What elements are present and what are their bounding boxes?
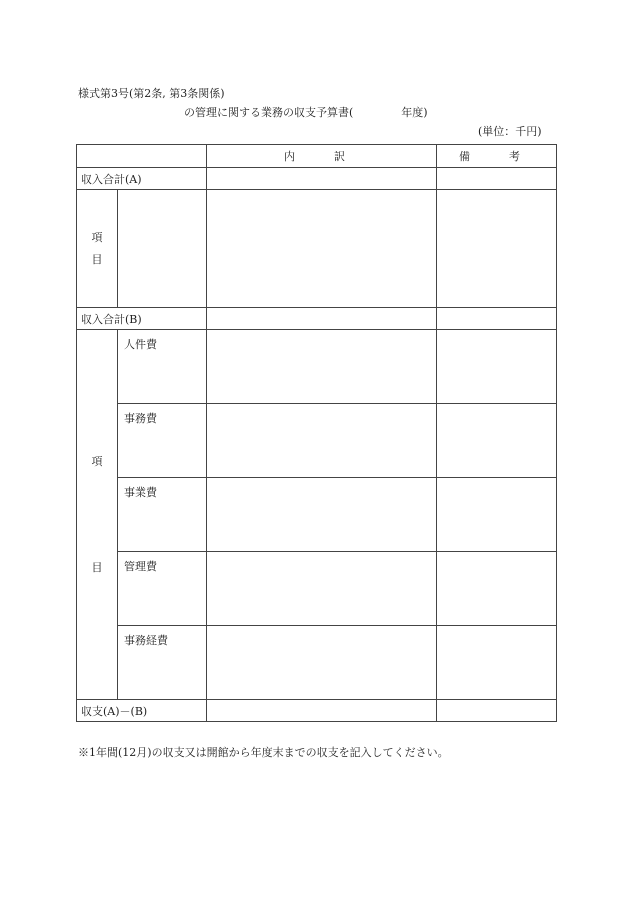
expense-item-management: 管理費 [118, 552, 207, 626]
expense-item-row [77, 626, 557, 700]
col-header-remarks: 備 考 [437, 145, 557, 168]
expense-total-row [77, 308, 557, 330]
header-blank [77, 145, 207, 168]
expense-item-personnel: 人件費 [118, 330, 207, 404]
income-items-row [77, 190, 557, 308]
expense-personnel-remarks[interactable] [437, 330, 557, 404]
title-prefix: の管理に関する業務の収支予算書( [184, 106, 354, 119]
unit-label: (単位：千円) [478, 125, 542, 138]
expense-item-row [77, 330, 557, 404]
expense-management-remarks[interactable] [437, 552, 557, 626]
form-reference: 様式第3号(第2条, 第3条関係) [78, 87, 225, 100]
document-title [184, 104, 428, 120]
income-total-label: 収入合計(A) [77, 168, 207, 190]
income-item-name[interactable] [118, 190, 207, 308]
expense-office-remarks[interactable] [437, 404, 557, 478]
col-header-breakdown: 内 訳 [207, 145, 437, 168]
balance-remarks[interactable] [437, 700, 557, 722]
balance-row [77, 700, 557, 722]
expense-item-project: 事業費 [118, 478, 207, 552]
income-item-char-1: 項 [91, 230, 103, 244]
footnote: ※1年間(12月)の収支又は開館から年度末までの収支を記入してください。 [78, 746, 449, 759]
expense-total-remarks[interactable] [437, 308, 557, 330]
expense-project-remarks[interactable] [437, 478, 557, 552]
expense-office-costs-remarks[interactable] [437, 626, 557, 700]
expense-total-breakdown[interactable] [207, 308, 437, 330]
expense-item-office: 事務費 [118, 404, 207, 478]
expense-personnel-breakdown[interactable] [207, 330, 437, 404]
balance-breakdown[interactable] [207, 700, 437, 722]
expense-office-costs-breakdown[interactable] [207, 626, 437, 700]
expense-item-spacer [77, 473, 117, 557]
expense-total-label: 収入合計(B) [77, 308, 207, 330]
budget-table [76, 144, 557, 722]
header-row [77, 145, 557, 168]
expense-item-row [77, 478, 557, 552]
income-total-breakdown[interactable] [207, 168, 437, 190]
expense-office-breakdown[interactable] [207, 404, 437, 478]
income-item-char-2: 目 [91, 252, 103, 266]
expense-item-char-1: 項 [91, 454, 103, 468]
expense-item-char-2: 目 [91, 560, 103, 574]
income-total-row [77, 168, 557, 190]
income-item-breakdown[interactable] [207, 190, 437, 308]
income-item-label [77, 190, 118, 308]
expense-management-breakdown[interactable] [207, 552, 437, 626]
expense-item-label [77, 330, 118, 700]
expense-item-row [77, 404, 557, 478]
income-total-remarks[interactable] [437, 168, 557, 190]
expense-item-row [77, 552, 557, 626]
balance-label: 収支(A)－(B) [77, 700, 207, 722]
expense-item-office-costs: 事務経費 [118, 626, 207, 700]
income-item-remarks[interactable] [437, 190, 557, 308]
title-year-label: 年度) [401, 106, 428, 119]
expense-project-breakdown[interactable] [207, 478, 437, 552]
